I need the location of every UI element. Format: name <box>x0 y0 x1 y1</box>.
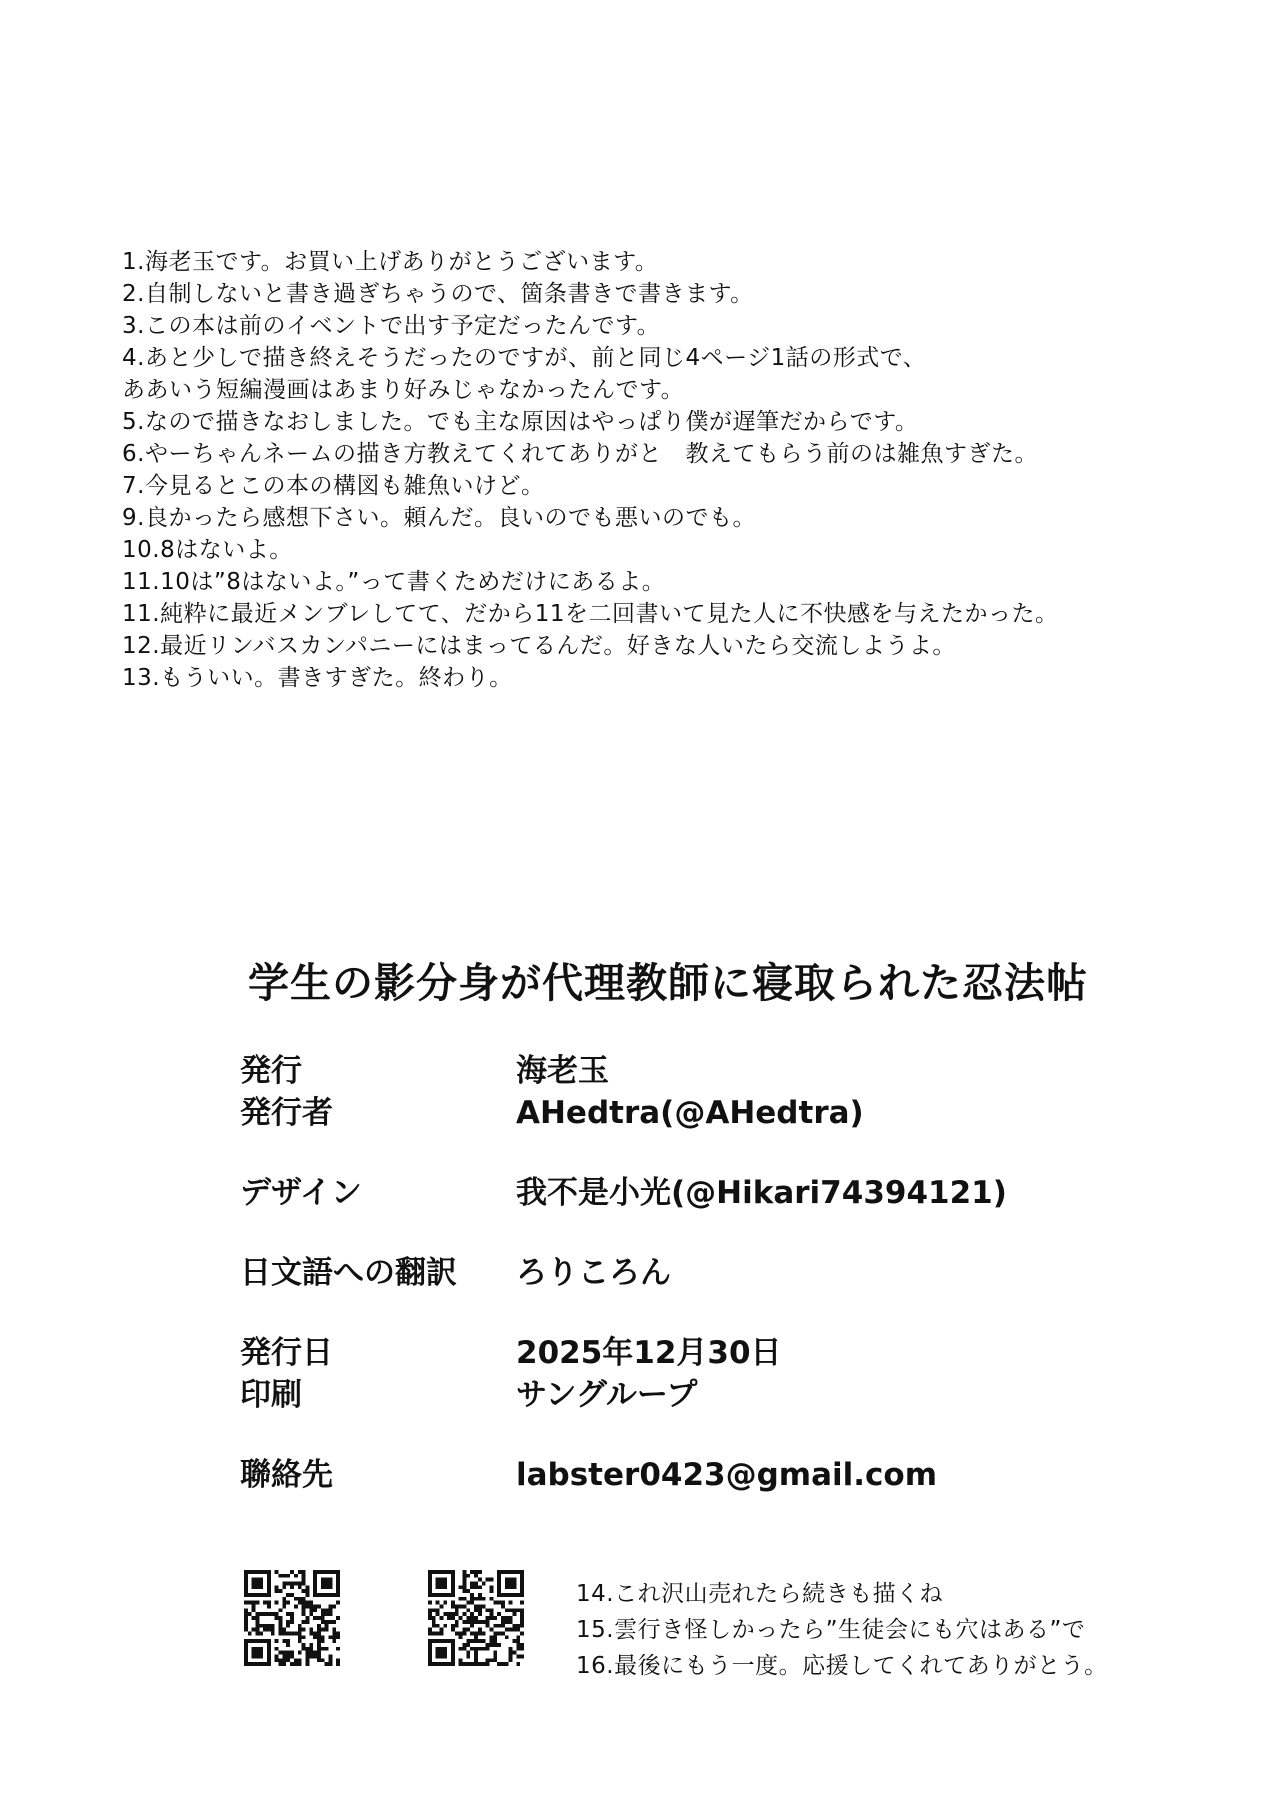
colophon-value: labster0423@gmail.com <box>516 1457 938 1493</box>
colophon-row-printer <box>240 1374 1140 1416</box>
colophon-row-translation <box>240 1252 1140 1294</box>
colophon-row-publisher <box>240 1050 1140 1092</box>
colophon-label: 発行日 <box>240 1335 333 1371</box>
colophon-value: ろりころん <box>516 1255 671 1291</box>
colophon <box>240 1050 1140 1496</box>
colophon-row-issuer <box>240 1092 1140 1134</box>
bottom-notes <box>576 1576 1108 1684</box>
qr-code-icon[interactable] <box>244 1570 340 1666</box>
note-line: 9.良かったら感想下さい。頼んだ。良いのでも悪いのでも。 <box>122 505 756 531</box>
colophon-row-design <box>240 1172 1140 1214</box>
note-line: 15.雲行き怪しかったら”生徒会にも穴はある”で <box>576 1617 1086 1643</box>
note-line: 13.もういい。書きすぎた。終わり。 <box>122 665 513 691</box>
colophon-row-contact <box>240 1454 1140 1496</box>
note-line: 12.最近リンバスカンパニーにはまってるんだ。好きな人いたら交流しようよ。 <box>122 633 956 659</box>
colophon-row-date <box>240 1332 1140 1374</box>
note-line: 16.最後にもう一度。応援してくれてありがとう。 <box>576 1653 1108 1679</box>
colophon-label: 聯絡先 <box>240 1457 333 1493</box>
colophon-label: 印刷 <box>240 1377 302 1413</box>
colophon-value: 海老玉 <box>516 1053 609 1089</box>
note-line: 4.あと少しで描き終えそうだったのですが、前と同じ4ページ1話の形式で、 <box>122 345 927 371</box>
note-line: 3.この本は前のイベントで出す予定だったんです。 <box>122 313 661 339</box>
note-line: 1.海老玉です。お買い上げありがとうございます。 <box>122 249 659 275</box>
note-line: ああいう短編漫画はあまり好みじゃなかったんです。 <box>122 377 685 403</box>
note-line: 10.8はないよ。 <box>122 537 293 563</box>
afterword-notes <box>122 246 1222 694</box>
colophon-value: 2025年12月30日 <box>516 1335 782 1371</box>
note-line: 6.やーちゃんネームの描き方教えてくれてありがと 教えてもらう前のは雑魚すぎた。 <box>122 441 1038 467</box>
colophon-label: デザイン <box>240 1175 362 1211</box>
note-line: 14.これ沢山売れたら続きも描くね <box>576 1581 944 1607</box>
colophon-label: 発行 <box>240 1053 302 1089</box>
qr-code-icon[interactable] <box>428 1570 524 1666</box>
note-line: 2.自制しないと書き過ぎちゃうので、箇条書きで書きます。 <box>122 281 754 307</box>
colophon-label: 日文語への翻訳 <box>240 1255 457 1291</box>
colophon-value: サングループ <box>516 1377 698 1413</box>
colophon-value: AHedtra(@AHedtra) <box>516 1095 864 1131</box>
book-title: 学生の影分身が代理教師に寝取られた忍法帖 <box>248 959 1088 1007</box>
note-line: 5.なので描きなおしました。でも主な原因はやっぱり僕が遅筆だからです。 <box>122 409 919 435</box>
note-line: 11.純粋に最近メンブレしてて、だから11を二回書いて見た人に不快感を与えたかった。 <box>122 601 1059 627</box>
note-line: 7.今見るとこの本の構図も雑魚いけど。 <box>122 473 545 499</box>
colophon-value: 我不是小光(@Hikari74394121) <box>516 1175 1007 1211</box>
colophon-label: 発行者 <box>240 1095 333 1131</box>
note-line: 11.10は”8はないよ。”って書くためだけにあるよ。 <box>122 569 666 595</box>
